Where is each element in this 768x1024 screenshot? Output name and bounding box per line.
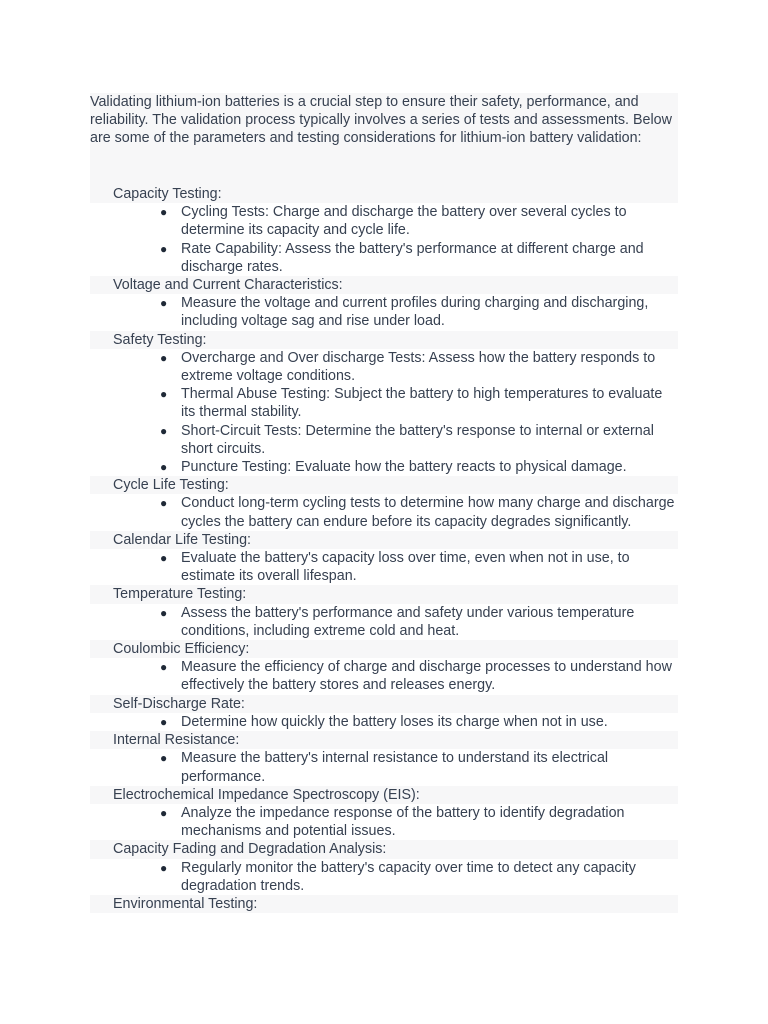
bullet-list — [90, 713, 678, 731]
section — [90, 276, 678, 331]
bullet-list — [90, 494, 678, 530]
list-item-text: Evaluate the battery's capacity loss over time, even when not in use, to estimate its overall lifespan. — [181, 550, 630, 585]
bullet-list — [90, 549, 678, 585]
list-item — [90, 713, 678, 731]
bullet-list — [90, 749, 678, 785]
bullet-list — [90, 604, 678, 640]
list-item-text: Rate Capability: Assess the battery's performance at different charge and discharge rates. — [181, 240, 644, 275]
bullet-list — [90, 859, 678, 895]
list-item-text: Overcharge and Over discharge Tests: Assess how the battery responds to extreme voltage conditions. — [181, 349, 656, 385]
section — [90, 531, 678, 586]
list-item-text: Regularly monitor the battery's capacity over time to detect any capacity degradation trends. — [181, 859, 636, 894]
bullet-list — [90, 804, 678, 840]
list-item-text: Measure the voltage and current profiles during charging and discharging, including voltage sag and rise under load. — [181, 295, 649, 330]
section-heading: Capacity Fading and Degradation Analysis: — [90, 840, 678, 858]
section-heading: Electrochemical Impedance Spectroscopy (EIS): — [90, 786, 678, 804]
bullet-icon: ● — [160, 660, 168, 675]
bullet-list — [90, 658, 678, 694]
bullet-icon: ● — [160, 423, 168, 438]
section-heading: Self-Discharge Rate: — [90, 695, 678, 713]
section-heading: Voltage and Current Characteristics: — [90, 276, 678, 294]
section-heading: Safety Testing: — [90, 331, 678, 349]
list-item-text: Assess the battery's performance and safety under various temperature conditions, including extreme cold and heat. — [181, 604, 635, 639]
list-item — [90, 240, 678, 276]
list-item-text: Analyze the impedance response of the battery to identify degradation mechanisms and potential issues. — [181, 804, 625, 840]
section — [90, 640, 678, 695]
section-heading: Capacity Testing: — [90, 185, 678, 203]
list-item — [90, 294, 678, 330]
bullet-icon: ● — [160, 551, 168, 566]
bullet-icon: ● — [160, 460, 168, 475]
list-item — [90, 749, 678, 785]
bullet-icon: ● — [160, 241, 168, 256]
bullet-list — [90, 349, 678, 476]
bullet-icon: ● — [160, 296, 168, 311]
list-item-text: Short-Circuit Tests: Determine the battery's response to internal or external short circuits. — [181, 422, 654, 457]
section-heading: Environmental Testing: — [90, 895, 678, 913]
list-item-text: Thermal Abuse Testing: Subject the battery to high temperatures to evaluate its thermal stability. — [181, 386, 663, 421]
intro-block — [90, 93, 678, 195]
list-item — [90, 604, 678, 640]
bullet-icon: ● — [160, 860, 168, 875]
list-item — [90, 458, 678, 476]
intro-paragraph: Validating lithium-ion batteries is a crucial step to ensure their safety, performance, and reliability. The validation process typically involves a series of tests and assessments. Below are some of the parameters and testing considerations for lithium-ion battery validation: — [90, 94, 672, 147]
list-item — [90, 859, 678, 895]
list-item — [90, 658, 678, 694]
section-heading: Temperature Testing: — [90, 585, 678, 603]
list-item-text: Puncture Testing: Evaluate how the battery reacts to physical damage. — [181, 459, 627, 476]
validation-sections — [90, 185, 678, 913]
bullet-icon: ● — [160, 605, 168, 620]
list-item-text: Measure the battery's internal resistance to understand its electrical performance. — [181, 750, 609, 785]
section — [90, 840, 678, 895]
bullet-icon: ● — [160, 805, 168, 820]
section — [90, 786, 678, 841]
section-heading: Cycle Life Testing: — [90, 476, 678, 494]
section-heading: Internal Resistance: — [90, 731, 678, 749]
list-item-text: Cycling Tests: Charge and discharge the battery over several cycles to determine its capacity and cycle life. — [181, 204, 627, 239]
list-item — [90, 804, 678, 840]
list-item — [90, 422, 678, 458]
section — [90, 331, 678, 477]
section — [90, 695, 678, 731]
bullet-icon: ● — [160, 751, 168, 766]
section — [90, 476, 678, 531]
list-item — [90, 203, 678, 239]
section-heading: Calendar Life Testing: — [90, 531, 678, 549]
bullet-icon: ● — [160, 714, 168, 729]
list-item — [90, 549, 678, 585]
list-item — [90, 385, 678, 421]
bullet-icon: ● — [160, 496, 168, 511]
bullet-icon: ● — [160, 387, 168, 402]
section-heading: Coulombic Efficiency: — [90, 640, 678, 658]
list-item-text: Measure the efficiency of charge and discharge processes to understand how effectively the battery stores and releases energy. — [181, 659, 672, 694]
bullet-icon: ● — [160, 350, 168, 365]
list-item-text: Determine how quickly the battery loses its charge when not in use. — [181, 713, 608, 730]
bullet-icon: ● — [160, 205, 168, 220]
list-item-text: Conduct long-term cycling tests to determine how many charge and discharge cycles the battery can endure before its capacity degrades significantly. — [181, 495, 675, 530]
bullet-list — [90, 294, 678, 330]
section — [90, 731, 678, 786]
section — [90, 185, 678, 276]
bullet-list — [90, 203, 678, 276]
list-item — [90, 349, 678, 385]
section — [90, 895, 678, 913]
list-item — [90, 494, 678, 530]
section — [90, 585, 678, 640]
